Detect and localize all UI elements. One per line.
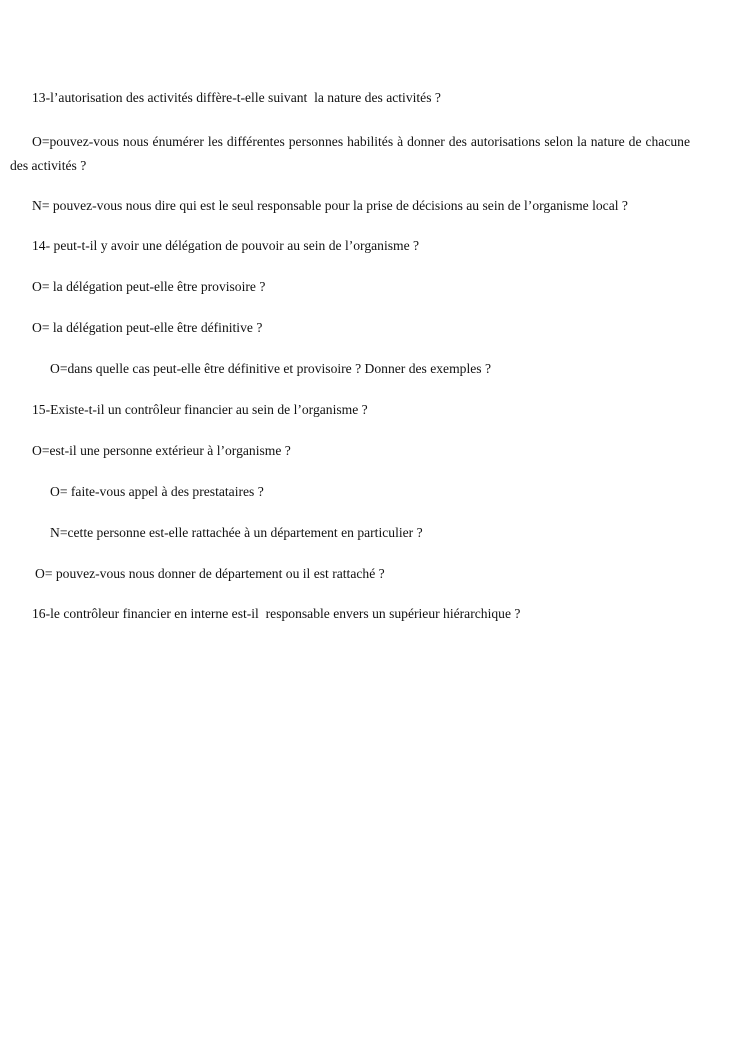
question-14-option-o2: O= la délégation peut-elle être définitive ? <box>32 320 263 335</box>
question-13-option-o: O=pouvez-vous nous énumérer les différentes personnes habilités à donner des autorisations selon la nature de chacune des activités ? <box>10 134 690 173</box>
question-15-option-n: N=cette personne est-elle rattachée à un département en particulier ? <box>50 525 423 540</box>
question-14-option-o3: O=dans quelle cas peut-elle être définitive et provisoire ? Donner des exemples ? <box>50 361 491 376</box>
question-14: 14- peut-t-il y avoir une délégation de pouvoir au sein de l’organisme ? <box>32 238 420 253</box>
question-15-option-o1: O=est-il une personne extérieur à l’organisme ? <box>32 443 291 458</box>
question-14-option-o1: O= la délégation peut-elle être provisoire ? <box>32 279 266 294</box>
question-15-option-o3: O= pouvez-vous nous donner de département ou il est rattaché ? <box>35 566 385 581</box>
question-16: 16-le contrôleur financier en interne est-il responsable envers un supérieur hiérarchique ? <box>32 606 521 621</box>
question-13-option-n: N= pouvez-vous nous dire qui est le seul responsable pour la prise de décisions au sein de l’organisme local ? <box>32 198 628 213</box>
question-15: 15-Existe-t-il un contrôleur financier au sein de l’organisme ? <box>32 402 368 417</box>
question-15-option-o2: O= faite-vous appel à des prestataires ? <box>50 484 264 499</box>
question-13: 13-l’autorisation des activités diffère-t-elle suivant la nature des activités ? <box>32 90 441 105</box>
